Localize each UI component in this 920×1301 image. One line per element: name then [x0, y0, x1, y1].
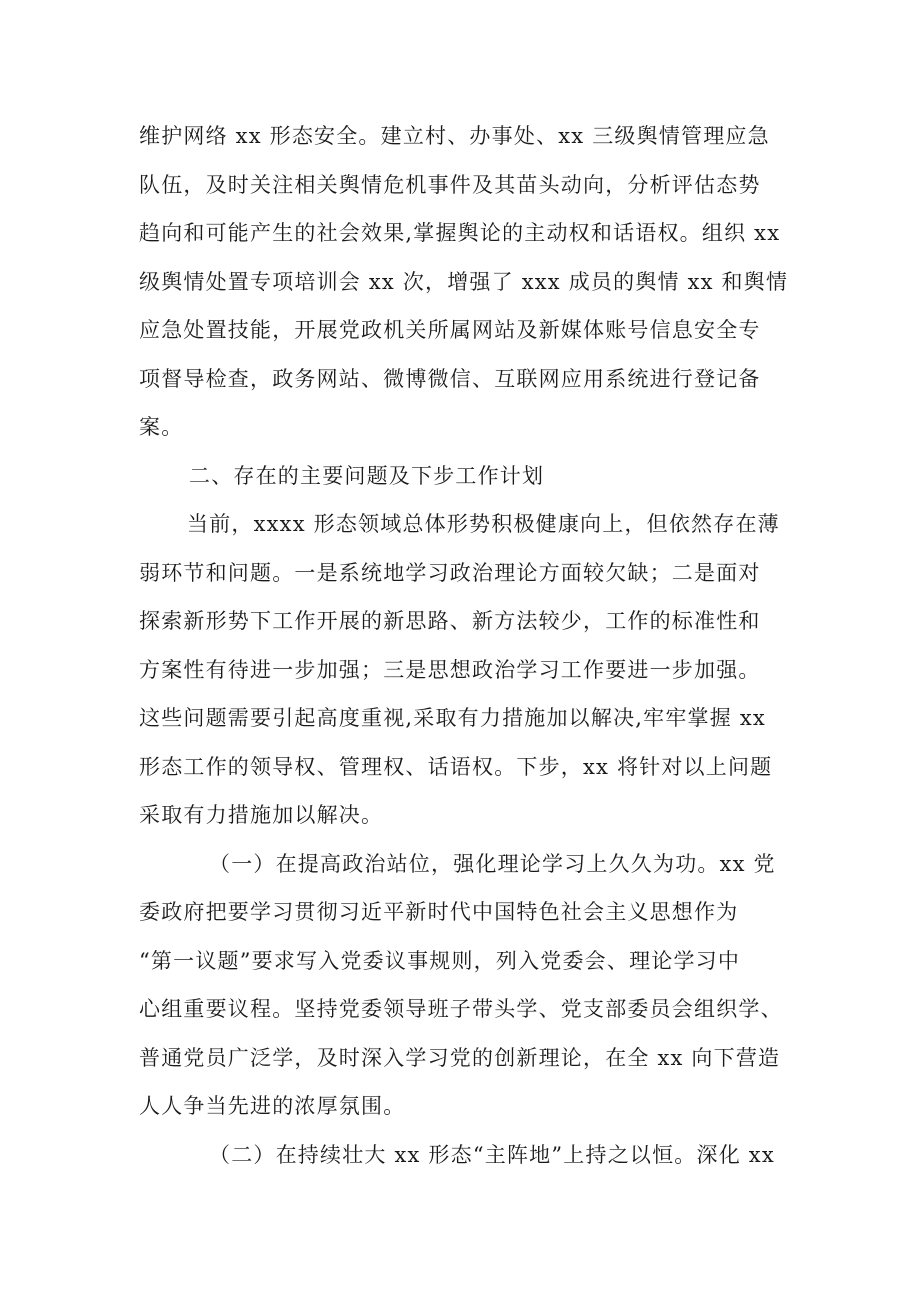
- document-body: [139, 112, 799, 1179]
- text-line: 级舆情处置专项培训会 xx 次，增强了 xxx 成员的舆情 xx 和舆情: [139, 269, 789, 294]
- section-heading: 二、存在的主要问题及下步工作计划: [189, 463, 545, 488]
- paragraph-current-problems: [139, 500, 799, 840]
- text-line: 趋向和可能产生的社会效果,掌握舆论的主动权和话语权。组织 xx: [139, 221, 781, 245]
- text-line: 探索新形势下工作开展的新思路、新方法较少，工作的标准性和: [139, 609, 761, 633]
- text-line: 这些问题需要引起高度重视,采取有力措施加以解决,牢牢掌握 xx: [139, 706, 766, 730]
- text-line: 应急处置技能，开展党政机关所属网站及新媒体账号信息安全专: [139, 318, 761, 342]
- text-line: 案。: [139, 415, 184, 439]
- text-line: 形态工作的领导权、管理权、话语权。下步，xx 将针对以上问题: [139, 754, 773, 779]
- paragraph-network-security: [139, 112, 799, 452]
- text-line: 普通党员广泛学，及时深入学习党的创新理论，在全 xx 向下营造: [139, 1045, 781, 1070]
- text-line: 方案性有待进一步加强；三是思想政治学习工作要进一步加强。: [139, 657, 761, 682]
- text-line: 委政府把要学习贯彻习近平新时代中国特色社会主义思想作为: [139, 900, 739, 924]
- text-line: 队伍，及时关注相关舆情危机事件及其苗头动向，分析评估态势: [139, 172, 761, 197]
- paragraph-main-position: [139, 1131, 799, 1180]
- text-line: （二）在持续壮大 xx 形态“主阵地”上持之以恒。深化 xx: [209, 1142, 775, 1167]
- text-line: 心组重要议程。坚持党委领导班子带头学、党支部委员会组织学、: [139, 997, 783, 1021]
- text-line: “第一议题”要求写入党委议事规则，列入党委会、理论学习中: [139, 948, 741, 973]
- text-line: 维护网络 xx 形态安全。建立村、办事处、xx 三级舆情管理应急: [139, 124, 770, 148]
- text-line: 当前，xxxx 形态领域总体形势积极健康向上，但依然存在薄: [187, 512, 780, 536]
- text-line: 项督导检查，政务网站、微博微信、互联网应用系统进行登记备: [139, 366, 761, 391]
- text-line: 采取有力措施加以解决。: [139, 803, 384, 827]
- text-line: 弱环节和问题。一是系统地学习政治理论方面较欠缺；二是面对: [139, 560, 761, 585]
- text-line: 人人争当先进的浓厚氛围。: [139, 1094, 406, 1118]
- text-line: （一）在提高政治站位，强化理论学习上久久为功。xx 党: [209, 851, 776, 876]
- paragraph-political-stance: [139, 840, 799, 1131]
